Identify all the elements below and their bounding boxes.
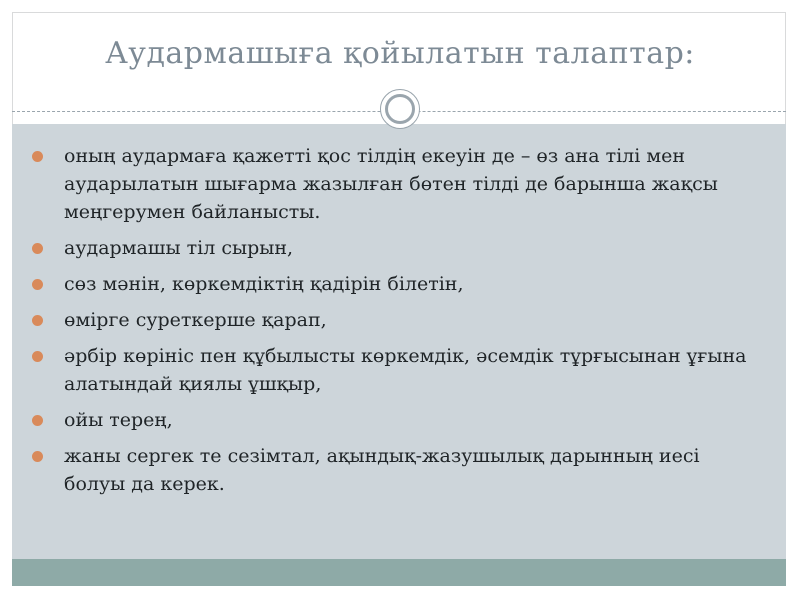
list-item bbox=[32, 306, 762, 334]
slide-title: Аудармашыға қойылатын талаптар: bbox=[105, 36, 695, 71]
bullet-text: оның аудармаға қажетті қос тілдің екеуін де – өз ана тілі мен аударылатын шығарма жазылған бөтен тілді де барынша жақсы меңгерумен байланысты. bbox=[64, 145, 718, 223]
circle-ornament-inner bbox=[385, 94, 415, 124]
content-area bbox=[12, 124, 786, 559]
bullet-text: ойы терең, bbox=[64, 409, 173, 431]
bullet-text: аудармашы тіл сырын, bbox=[64, 237, 294, 259]
bullet-dot-icon bbox=[32, 415, 43, 426]
bullet-dot-icon bbox=[32, 279, 43, 290]
bullet-text: өмірге суреткерше қарап, bbox=[64, 309, 327, 331]
footer-band bbox=[12, 559, 786, 586]
bullet-text: жаны сергек те сезімтал, ақындық-жазушылық дарынның иесі болуы да керек. bbox=[64, 445, 700, 495]
list-item bbox=[32, 442, 762, 498]
list-item bbox=[32, 234, 762, 262]
bullet-dot-icon bbox=[32, 351, 43, 362]
list-item bbox=[32, 342, 762, 398]
bullet-list bbox=[32, 142, 762, 506]
bullet-dot-icon bbox=[32, 451, 43, 462]
list-item bbox=[32, 406, 762, 434]
bullet-dot-icon bbox=[32, 243, 43, 254]
list-item bbox=[32, 270, 762, 298]
bullet-text: сөз мәнін, көркемдіктің қадірін білетін, bbox=[64, 273, 464, 295]
bullet-dot-icon bbox=[32, 151, 43, 162]
bullet-text: әрбір көрініс пен құбылысты көркемдік, әсемдік тұрғысынан ұғына алатындай қиялы ұшқыр, bbox=[64, 345, 747, 395]
list-item bbox=[32, 142, 762, 226]
circle-ornament-icon bbox=[380, 89, 420, 129]
bullet-dot-icon bbox=[32, 315, 43, 326]
